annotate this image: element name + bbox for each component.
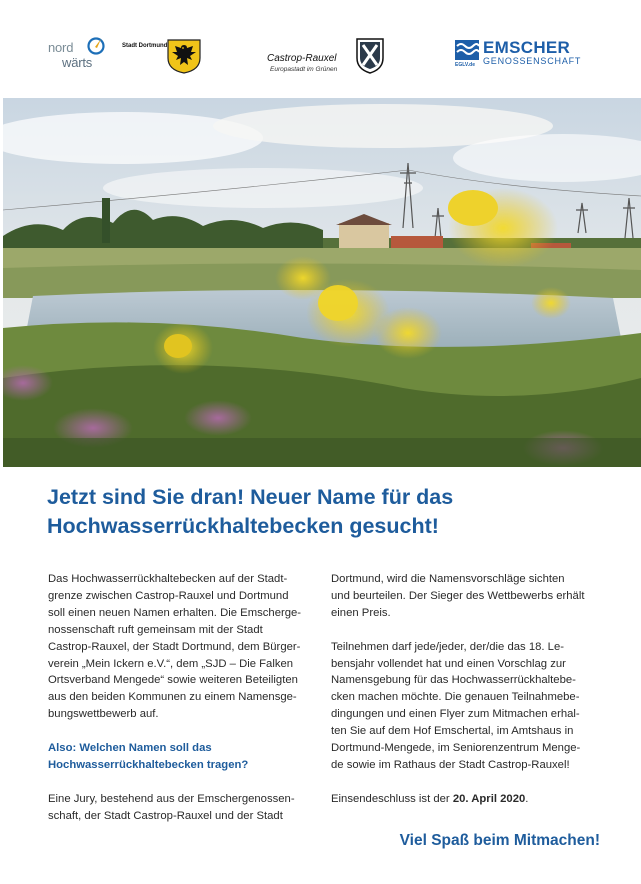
emscher-sub: GENOSSENSCHAFT bbox=[483, 56, 582, 66]
emscher-tag: EGLV.de bbox=[455, 62, 476, 68]
body-line: einen Preis. bbox=[331, 606, 391, 619]
question-line: Hochwasserrückhaltebecken tragen? bbox=[48, 758, 249, 771]
emscher-brand: EMSCHER bbox=[483, 38, 571, 57]
landscape-photo bbox=[3, 98, 641, 467]
castrop-line1: Castrop-Rauxel bbox=[267, 53, 337, 64]
body-line: Teilnehmen darf jede/jeder, der/die das 18. Le- bbox=[331, 640, 564, 653]
body-line: und beurteilen. Der Sieger des Wettbewerbs erhält bbox=[331, 589, 585, 602]
body-line: verein „Mein Ickern e.V.“, dem „SJD – Die Falken bbox=[48, 657, 294, 670]
body-column-left bbox=[48, 571, 320, 825]
body-line: de sowie im Rathaus der Stadt Castrop-Rauxel! bbox=[331, 758, 570, 771]
body-line: soll einen neuen Namen erhalten. Die Emscherge- bbox=[48, 606, 302, 619]
body-line: Castrop-Rauxel, der Stadt Dortmund, dem Bürger- bbox=[48, 640, 301, 653]
headline-line2: Hochwasserrückhaltebecken gesucht! bbox=[47, 514, 439, 538]
x-shield-icon bbox=[356, 38, 384, 74]
dortmund-logo bbox=[122, 38, 208, 74]
deadline-date: 20. April 2020 bbox=[452, 792, 526, 805]
logo-bar bbox=[0, 0, 641, 98]
body-line: bungswettbewerb auf. bbox=[48, 708, 159, 721]
compass-ring-icon bbox=[86, 36, 106, 56]
deadline-prefix: Einsendeschluss ist der bbox=[331, 792, 453, 805]
deadline-line bbox=[331, 791, 599, 808]
closing-slogan: Viel Spaß beim Mitmachen! bbox=[399, 832, 600, 849]
dortmund-label: Stadt Dortmund bbox=[122, 43, 168, 49]
emscher-waves-icon bbox=[455, 40, 479, 60]
body-line: grenze zwischen Castrop-Rauxel und Dortmund bbox=[48, 589, 289, 602]
nordwaerts-logo bbox=[48, 36, 106, 72]
headline bbox=[47, 483, 607, 541]
castrop-rauxel-logo bbox=[262, 36, 390, 76]
nordwaerts-line1: nord bbox=[48, 40, 74, 55]
body-line: bensjahr vollendet hat und einen Vorschlag zur bbox=[331, 657, 566, 670]
body-line: cken machen möchte. Die genauen Teilnahmebe- bbox=[331, 691, 580, 704]
body-line: dingungen und einen Flyer zum Mitmachen erhal- bbox=[331, 708, 580, 721]
body-line: Ortsverband Mengede“ sowie weiteren Beteiligten bbox=[48, 674, 298, 687]
body-column-right bbox=[331, 571, 599, 808]
emscher-logo bbox=[455, 38, 605, 70]
body-line: Namensgebung für das Hochwasserrückhaltebe- bbox=[331, 674, 576, 687]
body-line: Das Hochwasserrückhaltebecken auf der Stadt- bbox=[48, 573, 288, 585]
body-line: Dortmund, wird die Namensvorschläge sichten bbox=[331, 573, 565, 585]
body-line: schaft, der Stadt Castrop-Rauxel und der Stadt bbox=[48, 809, 283, 822]
eagle-crest-icon bbox=[166, 38, 202, 74]
nordwaerts-line2: wärts bbox=[62, 55, 93, 70]
body-line: ten Sie auf dem Hof Emschertal, im Amtshaus in bbox=[331, 725, 574, 738]
headline-line1: Jetzt sind Sie dran! Neuer Name für das bbox=[47, 485, 454, 509]
body-line: Eine Jury, bestehend aus der Emschergenossen- bbox=[48, 792, 295, 805]
body-line: Dortmund-Mengede, im Seniorenzentrum Menge- bbox=[331, 742, 581, 755]
castrop-line2: Europastadt im Grünen bbox=[270, 66, 338, 73]
question-line: Also: Welchen Namen soll das bbox=[48, 742, 212, 755]
deadline-suffix: . bbox=[525, 792, 529, 805]
body-line: nossenschaft ruft gemeinsam mit der Stadt bbox=[48, 623, 263, 636]
body-line: aus den beiden Kommunen zu einem Namensge- bbox=[48, 691, 297, 704]
